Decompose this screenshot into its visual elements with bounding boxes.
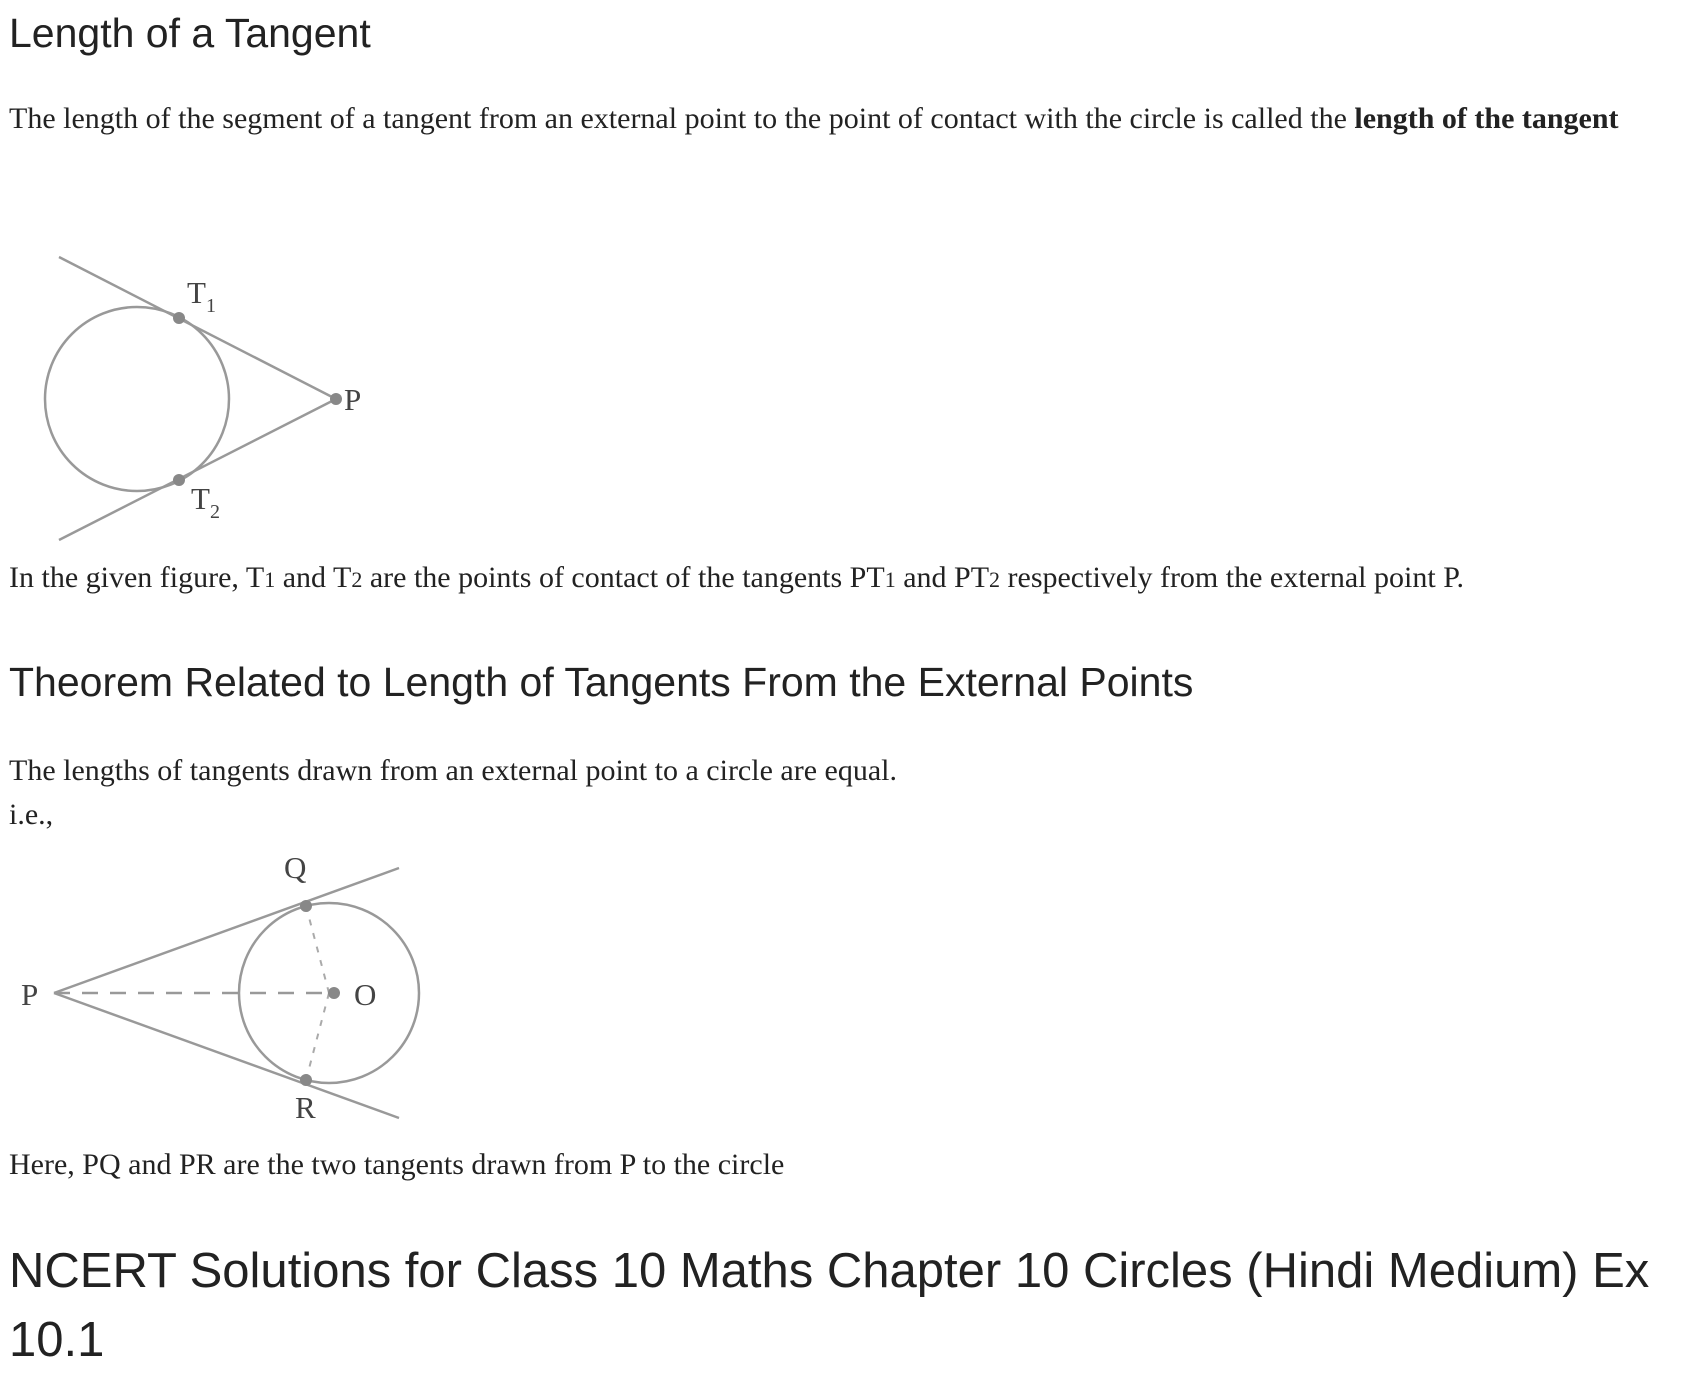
theorem-statement: The lengths of tangents drawn from an external point to a circle are equal. <box>9 754 897 787</box>
definition-text: The length of the segment of a tangent from an external point to the point of contact with the circle is called the <box>9 102 1355 135</box>
definition-bold-term: length of the tangent <box>1354 102 1619 135</box>
figure2-caption: Here, PQ and PR are the two tangents drawn from P to the circle <box>9 1148 785 1181</box>
label-o: O <box>354 977 377 1012</box>
point-q <box>300 900 312 912</box>
point-o <box>328 987 340 999</box>
point-t2 <box>173 474 185 486</box>
point-p <box>330 393 342 405</box>
tangents-from-external-point-figure <box>9 243 369 548</box>
definition-paragraph <box>9 97 1691 141</box>
label-t2: $T_2$ <box>191 481 220 523</box>
section-heading-length-of-tangent: Length of a Tangent <box>9 10 371 56</box>
label-q: Q <box>284 850 307 885</box>
label-t1: $T_1$ <box>187 275 216 317</box>
ie-text: i.e., <box>9 798 54 831</box>
label-p: P <box>21 977 39 1012</box>
figure1-caption: In the given figure, T1 and T2 are the points of contact of the tangents PT1 and PT2 respectively from the external point P. <box>9 561 1465 594</box>
label-r: R <box>295 1090 316 1125</box>
equal-tangents-theorem-figure <box>9 838 439 1128</box>
section-heading-theorem: Theorem Related to Length of Tangents From the External Points <box>9 659 1194 705</box>
label-p: P <box>344 382 362 417</box>
section-heading-ncert-solutions: NCERT Solutions for Class 10 Maths Chapter 10 Circles (Hindi Medium) Ex 10.1 <box>9 1244 1650 1367</box>
point-r <box>300 1074 312 1086</box>
point-t1 <box>173 312 185 324</box>
